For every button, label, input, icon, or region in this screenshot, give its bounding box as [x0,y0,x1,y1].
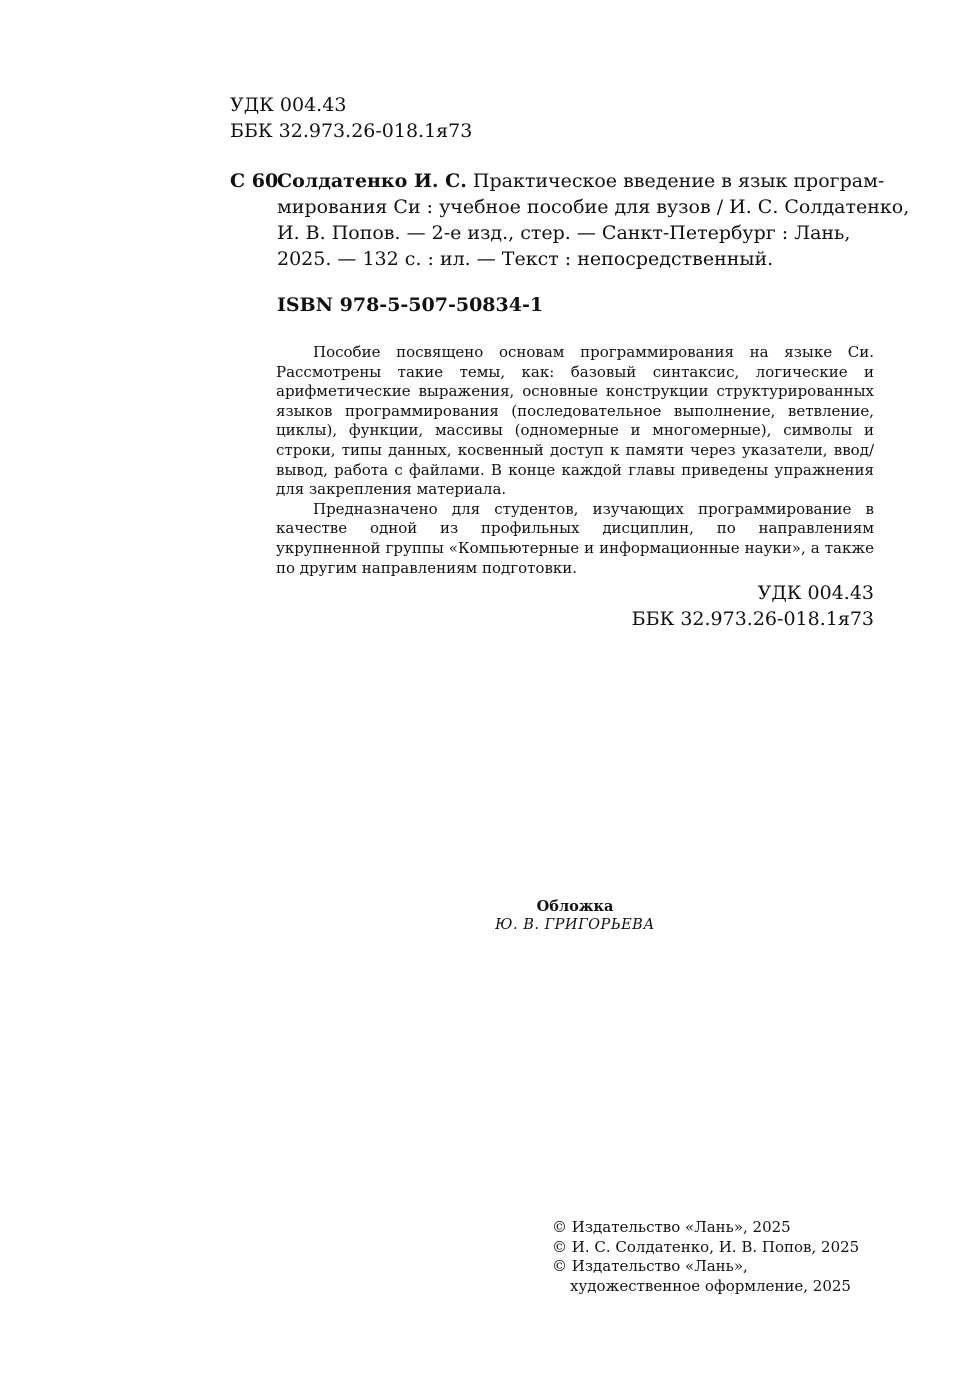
cover-credit-label: Обложка [536,898,614,915]
copyright-line-4: художественное оформление, 2025 [570,1276,851,1295]
isbn-number: ISBN 978-5-507-50834-1 [277,294,544,316]
bib-line-3: И. В. Попов. — 2-е изд., стер. — Санкт-Петербург : Лань, [277,222,851,244]
annotation [276,343,874,578]
annotation-paragraph-2: Предназначено для студентов, изучающих программирование в качестве одной из профильных дисциплин, по направлениям укрупненной группы «Компьютерные и информационные науки», а также по другим направлениям подготовки. [276,499,874,577]
bib-line-1: Практическое введение в язык програм- [466,170,885,192]
bottom-classification-codes [632,580,874,632]
top-udk-code: УДК 004.43 [230,94,347,116]
bottom-bbk-code: ББК 32.973.26-018.1я73 [631,608,874,630]
cover-credit [0,897,975,935]
annotation-paragraph-1: Пособие посвящено основам программирования на языке Си. Рассмотрены такие темы, как: базовый синтаксис, логические и арифметические выражения, основные конструкции структурированных языков программирования (последовательное выполнение, ветвление, циклы), функции, массивы (одномерные и многомерные), символы и строки, типы данных, косвенный доступ к памяти через указатели, ввод/вывод, работа с файлами. В конце каждой главы приведены упражнения для закрепления материала. [276,343,874,499]
bib-line-2: мирования Си : учебное пособие для вузов / И. С. Солдатенко, [277,196,910,218]
top-bbk-code: ББК 32.973.26-018.1я73 [230,120,473,142]
bottom-udk-code: УДК 004.43 [757,582,874,604]
author-mark-code: С 60 [230,170,279,192]
bibliographic-description [277,168,910,272]
top-classification-codes [230,92,472,144]
bib-line-4: 2025. — 132 с. : ил. — Текст : непосредственный. [277,248,774,270]
cover-designer-name: Ю. В. ГРИГОРЬЕВА [495,917,655,933]
copyright-notice [552,1218,859,1296]
copyright-line-2: © И. С. Солдатенко, И. В. Попов, 2025 [552,1237,860,1256]
bib-author: Солдатенко И. С. [277,170,467,192]
copyright-line-3: © Издательство «Лань», [552,1257,748,1275]
copyright-line-1: © Издательство «Лань», 2025 [552,1218,791,1236]
